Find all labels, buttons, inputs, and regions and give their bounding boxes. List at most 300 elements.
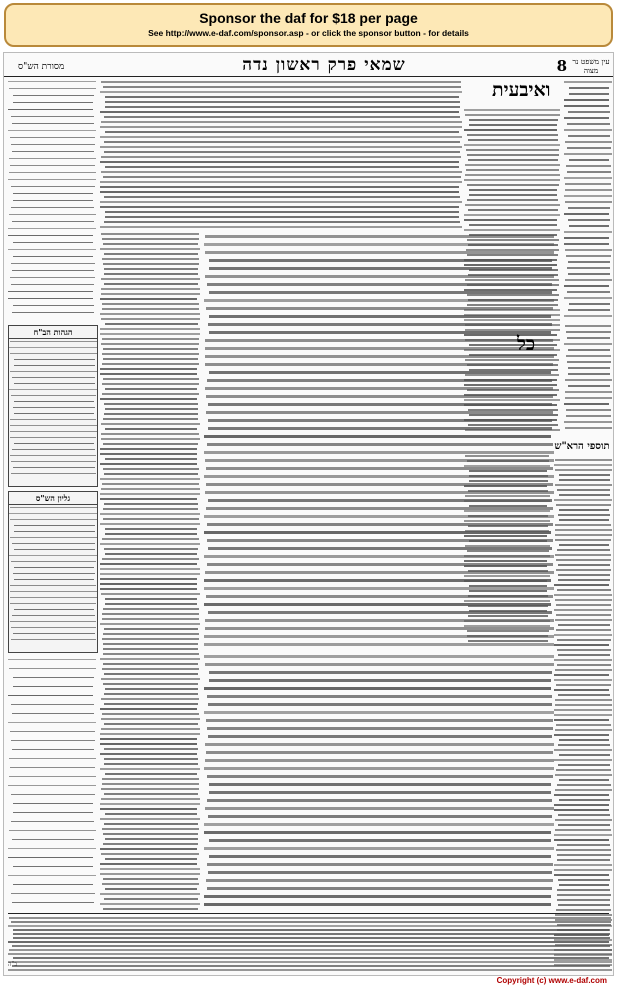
text-line: [206, 719, 553, 722]
text-line: [554, 804, 609, 806]
text-line: [10, 419, 96, 420]
text-line: [104, 693, 198, 695]
text-line: [469, 585, 547, 587]
text-line: [208, 815, 552, 818]
text-line: [10, 425, 97, 426]
text-line: [206, 879, 553, 882]
text-line: [464, 485, 547, 487]
text-line: [205, 235, 554, 238]
text-line: [556, 629, 611, 631]
text-line: [559, 479, 610, 481]
text-line: [465, 495, 550, 497]
text-line: [105, 96, 459, 98]
text-line: [11, 561, 96, 562]
text-line: [9, 555, 97, 556]
text-line: [13, 200, 93, 201]
text-line: [104, 413, 198, 415]
text-line: [567, 337, 610, 339]
text-line: [569, 87, 609, 89]
text-line: [100, 206, 459, 208]
text-line: [564, 297, 612, 299]
text-line: [468, 605, 548, 607]
text-line: [559, 494, 610, 496]
text-line: [558, 574, 610, 576]
text-line: [8, 961, 612, 963]
text-line: [204, 711, 554, 714]
text-line: [104, 141, 460, 143]
text-line: [554, 834, 612, 836]
text-line: [559, 509, 609, 511]
text-line: [9, 949, 612, 951]
text-line: [103, 508, 198, 510]
text-line: [204, 903, 551, 906]
text-line: [559, 779, 609, 781]
text-line: [554, 709, 612, 711]
text-line: [103, 358, 198, 360]
text-line: [102, 383, 199, 385]
text-line: [464, 465, 550, 467]
text-line: [12, 312, 94, 313]
text-line: [555, 529, 612, 531]
text-line: [205, 251, 554, 254]
text-line: [102, 883, 199, 885]
text-line: [464, 109, 560, 111]
text-line: [564, 315, 612, 317]
text-line: [101, 438, 200, 440]
text-line: [207, 863, 553, 866]
text-line: [209, 783, 551, 786]
text-line: [205, 355, 554, 358]
text-line: [204, 299, 554, 302]
text-line: [103, 468, 199, 470]
text-line: [8, 228, 96, 229]
text-line: [565, 325, 611, 327]
text-line: [100, 623, 200, 625]
text-line: [558, 654, 610, 656]
sponsor-banner-title[interactable]: Sponsor the daf for $18 per page: [199, 10, 418, 26]
text-line: [204, 655, 554, 658]
text-line: [554, 869, 612, 871]
text-line: [567, 291, 610, 293]
text-line: [102, 558, 199, 560]
text-line: [9, 776, 96, 777]
text-line: [469, 610, 547, 612]
text-line: [556, 849, 611, 851]
text-line: [565, 379, 612, 381]
text-line: [100, 568, 200, 570]
text-line: [564, 177, 612, 179]
text-line: [11, 627, 96, 628]
text-line: [101, 678, 200, 680]
text-line: [14, 579, 94, 580]
text-line: [554, 594, 612, 596]
text-line: [567, 361, 611, 363]
text-line: [105, 106, 460, 108]
text-line: [205, 743, 554, 746]
text-line: [557, 889, 610, 891]
rosh-column: [554, 457, 612, 967]
text-line: [559, 544, 609, 546]
text-line: [100, 863, 197, 865]
text-line: [101, 698, 199, 700]
text-line: [8, 179, 96, 180]
text-line: [557, 589, 611, 591]
text-line: [103, 648, 198, 650]
text-line: [555, 484, 612, 486]
text-line: [568, 309, 610, 311]
text-line: [555, 534, 612, 536]
text-line: [102, 613, 199, 615]
text-line: [554, 794, 609, 796]
text-line: [469, 194, 557, 196]
text-line: [10, 437, 96, 438]
text-line: [207, 695, 552, 698]
text-line: [568, 135, 610, 137]
text-line: [8, 953, 612, 955]
text-line: [10, 597, 97, 598]
text-line: [208, 871, 552, 874]
text-line: [12, 615, 95, 616]
text-line: [207, 775, 553, 778]
text-line: [100, 513, 200, 515]
text-line: [13, 573, 95, 574]
text-line: [557, 639, 611, 641]
copyright-link[interactable]: Copyright (c) www.e-daf.com: [496, 976, 607, 985]
text-line: [104, 758, 198, 760]
sponsor-banner[interactable]: [4, 3, 613, 47]
text-line: [555, 669, 612, 671]
text-line: [468, 139, 558, 141]
text-line: [13, 102, 93, 103]
text-line: [468, 209, 558, 211]
text-line: [9, 758, 96, 759]
text-line: [12, 839, 94, 840]
page-header-title: שמאי פרק ראשון נדה: [242, 55, 406, 75]
text-line: [9, 347, 97, 348]
text-line: [207, 727, 553, 730]
text-line: [205, 363, 553, 366]
text-line: [100, 583, 197, 585]
text-line: [100, 848, 197, 850]
text-line: [555, 599, 612, 601]
text-line: [101, 233, 199, 235]
text-line: [204, 823, 554, 826]
masoret-hashas-column: [8, 79, 96, 319]
text-line: [554, 659, 612, 661]
text-line: [555, 539, 611, 541]
text-line: [557, 844, 610, 846]
text-line: [556, 604, 611, 606]
text-line: [102, 353, 199, 355]
text-line: [102, 483, 199, 485]
text-line: [100, 708, 197, 710]
text-line: [568, 111, 610, 113]
text-line: [103, 663, 198, 665]
text-line: [557, 894, 611, 896]
gemara-lower-block: [204, 651, 554, 911]
text-line: [14, 531, 95, 532]
text-line: [13, 256, 93, 257]
text-line: [12, 902, 94, 903]
text-line: [558, 814, 610, 816]
text-line: [100, 111, 459, 113]
text-line: [567, 171, 611, 173]
text-line: [100, 868, 200, 870]
text-line: [564, 81, 612, 83]
text-line: [104, 273, 198, 275]
text-line: [467, 460, 549, 462]
text-line: [105, 211, 459, 213]
text-line: [105, 838, 198, 840]
text-line: [464, 555, 550, 557]
text-line: [11, 461, 96, 462]
text-line: [558, 744, 610, 746]
text-line: [9, 830, 96, 831]
text-line: [100, 493, 200, 495]
text-line: [100, 478, 200, 480]
text-line: [11, 116, 94, 117]
text-line: [464, 560, 547, 562]
text-line: [105, 533, 197, 535]
text-line: [469, 189, 557, 191]
text-line: [467, 550, 549, 552]
text-line: [100, 463, 197, 465]
text-line: [100, 126, 462, 128]
text-line: [464, 565, 547, 567]
text-line: [205, 663, 554, 666]
text-line: [469, 224, 557, 226]
text-line: [13, 866, 93, 867]
text-line: [556, 569, 611, 571]
text-line: [100, 398, 197, 400]
gilyon-hashas-box: [8, 491, 98, 653]
text-line: [102, 308, 199, 310]
text-line: [554, 714, 612, 716]
text-line: [105, 458, 197, 460]
text-line: [558, 904, 610, 906]
text-line: [13, 677, 94, 678]
text-line: [464, 535, 547, 537]
text-line: [101, 853, 199, 855]
text-line: [10, 591, 97, 592]
text-line: [557, 664, 611, 666]
text-line: [13, 957, 609, 959]
text-line: [465, 204, 560, 206]
text-line: [565, 201, 612, 203]
text-line: [558, 879, 610, 881]
text-line: [209, 315, 551, 318]
text-line: [559, 754, 610, 756]
hagahot-habach-title: הגהות הב"ח: [9, 326, 97, 339]
text-line: [13, 193, 93, 194]
text-line: [464, 575, 550, 577]
text-line: [103, 908, 198, 910]
text-line: [13, 933, 610, 935]
text-line: [14, 525, 95, 526]
text-line: [11, 794, 95, 795]
text-line: [105, 553, 197, 555]
text-line: [204, 243, 554, 246]
text-line: [469, 505, 547, 507]
text-line: [10, 603, 96, 604]
text-line: [13, 686, 93, 687]
text-line: [102, 238, 199, 240]
text-line: [469, 540, 547, 542]
text-line: [102, 393, 199, 395]
rosh-heading: תוספי הרא"ש: [554, 441, 610, 452]
text-line: [102, 783, 199, 785]
text-line: [103, 643, 198, 645]
text-line: [100, 191, 459, 193]
text-line: [209, 267, 552, 270]
text-line: [568, 273, 610, 275]
text-line: [8, 298, 93, 299]
text-line: [10, 353, 97, 354]
text-line: [8, 969, 612, 971]
text-line: [12, 449, 95, 450]
text-line: [105, 598, 197, 600]
text-line: [565, 427, 612, 429]
text-line: [11, 284, 94, 285]
text-line: [209, 839, 551, 842]
text-line: [102, 713, 199, 715]
text-line: [568, 367, 610, 369]
text-line: [104, 221, 460, 223]
text-line: [104, 898, 198, 900]
text-line: [9, 158, 96, 159]
text-line: [208, 403, 552, 406]
text-line: [465, 455, 549, 457]
text-line: [566, 355, 611, 357]
text-line: [11, 144, 95, 145]
text-line: [209, 791, 551, 794]
text-line: [464, 625, 550, 627]
text-line: [465, 530, 549, 532]
text-line: [11, 921, 611, 923]
text-line: [101, 171, 462, 173]
text-line: [555, 704, 612, 706]
footer-left-mark: ב"ה: [8, 961, 18, 968]
text-line: [556, 614, 611, 616]
text-line: [464, 219, 557, 221]
text-line: [556, 769, 611, 771]
text-line: [100, 248, 200, 250]
text-line: [100, 91, 462, 93]
text-line: [559, 799, 610, 801]
text-line: [208, 735, 552, 738]
text-line: [8, 81, 96, 82]
text-line: [14, 365, 95, 366]
text-line: [10, 277, 95, 278]
bottom-divider: [8, 913, 609, 914]
text-line: [559, 884, 609, 886]
text-line: [469, 480, 548, 482]
text-line: [555, 729, 612, 731]
talmud-page: [3, 52, 614, 976]
text-line: [204, 847, 554, 850]
text-line: [103, 86, 461, 88]
text-line: [13, 467, 95, 468]
text-line: [558, 694, 610, 696]
text-line: [564, 421, 612, 423]
text-line: [208, 419, 552, 422]
text-line: [100, 368, 197, 370]
text-line: [469, 119, 558, 121]
text-line: [209, 259, 552, 262]
text-line: [209, 291, 552, 294]
text-line: [10, 519, 97, 520]
text-line: [12, 151, 94, 152]
text-line: [104, 763, 198, 765]
text-line: [11, 473, 96, 474]
text-line: [209, 371, 551, 374]
text-line: [100, 226, 462, 228]
text-line: [100, 328, 200, 330]
text-line: [103, 518, 199, 520]
text-line: [564, 231, 612, 233]
text-line: [554, 719, 609, 721]
text-line: [554, 759, 612, 761]
text-line: [555, 829, 611, 831]
text-line: [9, 917, 611, 919]
text-line: [565, 183, 611, 185]
text-line: [8, 235, 93, 236]
text-line: [100, 313, 200, 315]
text-line: [100, 448, 197, 450]
text-line: [104, 748, 198, 750]
text-line: [464, 620, 550, 622]
text-line: [206, 751, 553, 754]
text-line: [557, 489, 610, 491]
sponsor-banner-subtitle[interactable]: See http://www.e-daf.com/sponsor.asp - or click the sponsor button - for details: [148, 28, 469, 38]
text-line: [205, 339, 553, 342]
text-line: [555, 619, 612, 621]
text-line: [101, 423, 200, 425]
text-line: [14, 401, 94, 402]
text-line: [557, 899, 610, 901]
text-line: [564, 285, 609, 287]
text-line: [13, 884, 93, 885]
text-line: [103, 243, 198, 245]
text-line: [104, 503, 198, 505]
text-line: [101, 293, 200, 295]
text-line: [100, 333, 200, 335]
text-line: [14, 359, 95, 360]
text-line: [564, 195, 612, 197]
daf-number: 8: [556, 57, 567, 75]
text-line: [100, 753, 197, 755]
text-line: [209, 855, 551, 858]
text-line: [557, 784, 611, 786]
text-line: [101, 718, 200, 720]
text-line: [100, 146, 462, 148]
text-line: [104, 151, 460, 153]
text-line: [554, 634, 612, 636]
text-line: [13, 242, 93, 243]
text-line: [102, 638, 199, 640]
text-line: [100, 743, 197, 745]
text-line: [565, 249, 612, 251]
text-line: [100, 588, 197, 590]
ein-mishpat-heading: עין משפט נר מצוה: [572, 57, 610, 75]
text-line: [105, 603, 197, 605]
text-line: [103, 878, 198, 880]
text-line: [10, 431, 97, 432]
text-line: [10, 731, 95, 732]
main-opening-word: ואיבעית: [492, 79, 551, 101]
text-line: [555, 789, 612, 791]
text-line: [565, 391, 612, 393]
